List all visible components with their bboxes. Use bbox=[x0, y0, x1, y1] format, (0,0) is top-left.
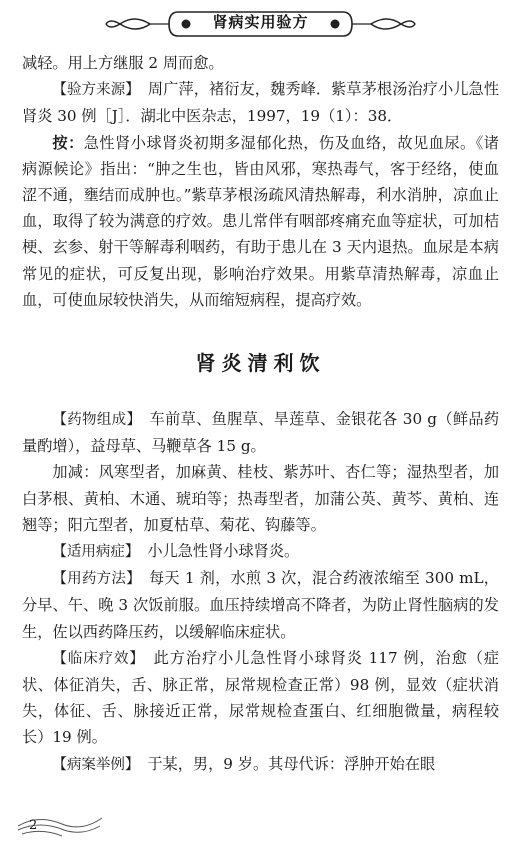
paragraph-text: 小儿急性肾小球肾炎。 bbox=[132, 542, 300, 561]
page-number: 2 bbox=[29, 818, 38, 833]
paragraph-text: 车前草、鱼腥草、旱莲草、金银花各 30 g（鲜品药量酌增），益母草、马鞭草各 15 g。 bbox=[22, 410, 500, 456]
label-case: 【病案举例】 bbox=[52, 756, 133, 773]
paragraph-text: 周广萍，褚衍友，魏秀峰．紫草茅根汤治疗小儿急性肾炎 30 例［J］．湖北中医杂志，1997，19（1）：38． bbox=[22, 80, 500, 126]
paragraph-modifications: 加减：风寒型者，加麻黄、桂枝、紫苏叶、杏仁等；湿热型者，加白茅根、黄柏、木通、琥珀等；热毒型者，加蒲公英、黄芩、黄柏、连翘等；阳亢型者，加夏枯草、菊花、钩藤等。 bbox=[22, 463, 499, 534]
paragraph-usage bbox=[22, 565, 499, 645]
paragraph-text: 急性肾小球肾炎初期多湿郁化热，伤及血络，故见血尿。《诸病源候论》指出：“肿之生也，皆由风邪，寒热毒气，客于经络，使血涩不通，壅结而成肿也。”紫草茅根汤疏风清热解毒，利水消肿，凉血止血，取得了较为满意的疗效。患儿常伴有咽部疼痛充血等症状，可加桔梗、玄参、射干等解毒利咽药，有助于患儿在 3 天内退热。血尿是本病常见的症状，可反复出现，影响治疗效果。用紫草清热解毒，凉血止血，可使血尿较快消失，从而缩短病程，提高疗效。 bbox=[22, 133, 499, 309]
label-ingredients: 【药物组成】 bbox=[52, 412, 135, 429]
paragraph-continuation: 减轻。用上方继服 2 周而愈。 bbox=[22, 54, 224, 72]
label-source: 【验方来源】 bbox=[52, 82, 133, 99]
label-indications: 【适用病症】 bbox=[52, 544, 133, 561]
label-usage: 【用药方法】 bbox=[52, 571, 134, 588]
paragraph-case bbox=[22, 751, 499, 778]
paragraph-indications bbox=[22, 538, 499, 565]
header-title: 肾病实用验方 bbox=[212, 13, 309, 31]
footer-ornament bbox=[14, 802, 104, 842]
page-body bbox=[22, 50, 499, 778]
paragraph-text: 此方治疗小儿急性肾小球肾炎 117 例，治愈（症状、体征消失，舌、脉正常，尿常规检查正常）98 例，显效（症状消失，体征、舌、脉接近正常，尿常规检查蛋白、红细胞微量，病程较长）19 例。 bbox=[22, 648, 499, 747]
paragraph-ingredients bbox=[22, 406, 499, 459]
paragraph-efficacy bbox=[22, 645, 499, 751]
paragraph-note bbox=[22, 130, 499, 313]
section-title: 肾炎清利饮 bbox=[195, 351, 326, 376]
paragraph-text: 每天 1 剂，水煎 3 次，混合药液浓缩至 300 mL，分早、午、晚 3 次饭前服。血压持续增高不降者，为防止肾性脑病的发生，佐以西药降压药，以缓解临床症状。 bbox=[22, 569, 499, 641]
label-efficacy: 【临床疗效】 bbox=[52, 650, 138, 667]
paragraph-source bbox=[22, 76, 499, 129]
label-note: 按： bbox=[52, 133, 84, 152]
paragraph-text: 于某，男，9 岁。其母代诉：浮肿开始在眼 bbox=[132, 754, 436, 773]
page-header bbox=[0, 0, 521, 50]
